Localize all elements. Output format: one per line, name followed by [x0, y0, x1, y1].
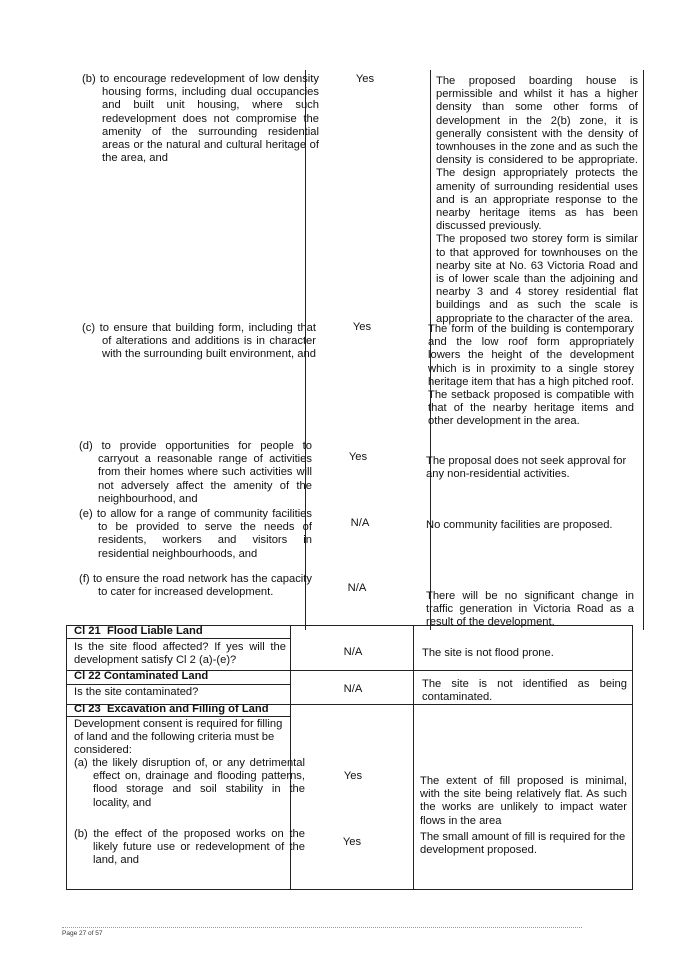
objective-e-answer: N/A — [350, 517, 370, 529]
cl21-question: Is the site flood affected? If yes will the development satisfy Cl 2 (a)-(e)? — [74, 641, 286, 667]
rule-cl22-sub — [66, 684, 290, 685]
objective-d-text: (d) to provide opportunities for people to carryout a reasonable range of activities from their homes where such activities will not adversely affect the amenity of the neighbourhood, and — [79, 440, 312, 505]
cl22-answer: N/A — [343, 683, 363, 695]
cl23-criterion-b: (b) the effect of the proposed works on the likely future use or redevelopment of the land, and — [74, 828, 305, 867]
rule-cl23-sub — [66, 716, 290, 717]
upper-right-border — [643, 70, 644, 630]
lower-left-border — [66, 625, 67, 889]
cl22-heading: Cl 22 Contaminated Land — [74, 670, 209, 682]
footer-rule — [62, 927, 582, 928]
lower-divider-2 — [413, 625, 414, 889]
cl21-heading: Cl 21 Flood Liable Land — [74, 625, 203, 637]
cl21-comment: The site is not flood prone. — [422, 647, 554, 659]
rule-table-bottom — [66, 889, 633, 890]
objective-e-text: (e) to allow for a range of community facilities to be provided to serve the needs of residents, workers and visitors in residential neighbourhoods, and — [79, 508, 312, 560]
cl23-criterion-b-answer: Yes — [342, 836, 362, 848]
objective-c-answer: Yes — [352, 321, 372, 333]
objective-f-answer: N/A — [347, 582, 367, 594]
objective-c-comment: The form of the building is contemporary and the low roof form appropriately lowers the height of the development which is in proximity to a single storey heritage item that has a high pitched roof. The setback proposed is compatible with that of the nearby heritage items and other development in the area. — [428, 323, 634, 428]
rule-cl21-sub — [66, 638, 290, 639]
cl23-intro: Development consent is required for filling of land and the following criteria must be considered: — [74, 718, 283, 757]
cl23-criterion-b-comment: The small amount of fill is required for the development proposed. — [420, 831, 626, 857]
objective-f-text: (f) to ensure the road network has the capacity to cater for increased development. — [79, 573, 312, 599]
objective-c-text: (c) to ensure that building form, including that of alterations and additions is in character with the surrounding built environment, and — [82, 322, 316, 361]
lower-right-border — [632, 625, 633, 889]
objective-d-comment: The proposal does not seek approval for any non-residential activities. — [426, 455, 627, 481]
cl23-criterion-a-answer: Yes — [343, 770, 363, 782]
objective-f-comment: There will be no significant change in traffic generation in Victoria Road as a result of the development. — [426, 590, 634, 629]
cl21-answer: N/A — [343, 646, 363, 658]
objective-b-text: (b) to encourage redevelopment of low density housing forms, including dual occupancies and built unit housing, where such redevelopment does not compromise the amenity of the surrounding residential areas or the natural and cultural heritage of the area, and — [82, 73, 319, 165]
cl22-question: Is the site contaminated? — [74, 686, 199, 698]
cl23-heading: Cl 23 Excavation and Filling of Land — [74, 703, 269, 715]
page-number: Page 27 of 57 — [62, 930, 103, 937]
objective-d-answer: Yes — [348, 451, 368, 463]
objective-b-answer: Yes — [355, 73, 375, 85]
objective-e-comment: No community facilities are proposed. — [426, 519, 613, 531]
cl23-criterion-a-comment: The extent of fill proposed is minimal, with the site being relatively flat. As such the works are unlikely to impact water flows in the area — [420, 775, 627, 827]
cl23-criterion-a: (a) the likely disruption of, or any detrimental effect on, drainage and flooding patterns, flood storage and soil stability in the locality, and — [74, 757, 305, 809]
cl22-comment: The site is not identified as being contaminated. — [422, 678, 627, 704]
objective-b-comment: The proposed boarding house is permissible and whilst it has a higher density than some other forms of development in the 2(b) zone, it is generally consistent with the density of townhouses in the zone and as such the density is considered to be appropriate. The design appropriately protects the amenity of surrounding residential uses and is an appropriate response to the nearby heritage items as has been discussed previously. The proposed two storey form is similar to that approved for townhouses on the nearby site at No. 63 Victoria Road and is of lower scale than the adjoining and nearby 3 and 4 storey residential flat buildings and as such the scale is appropriate to the character of the area. — [436, 75, 638, 325]
